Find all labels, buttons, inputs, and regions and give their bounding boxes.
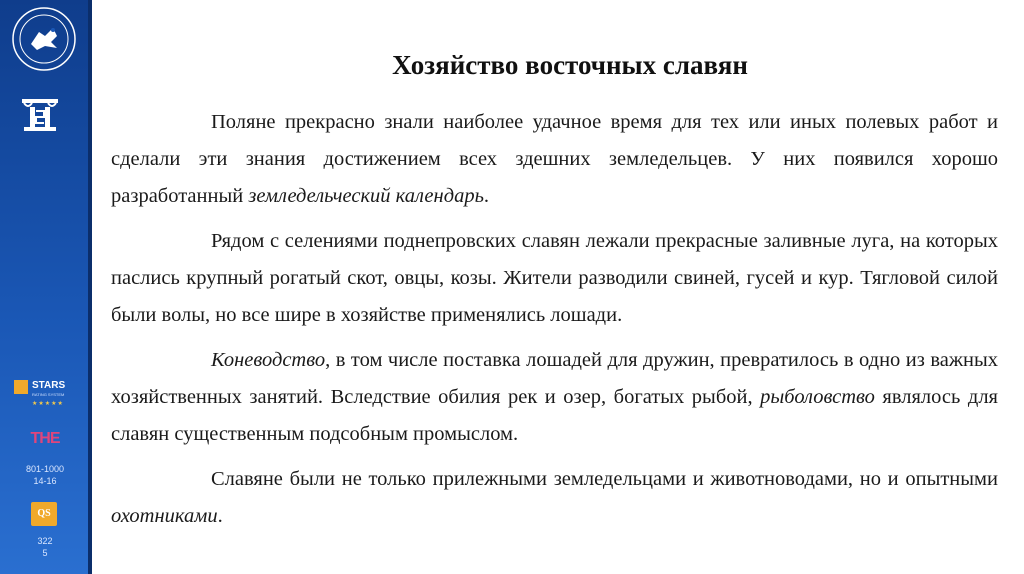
paragraph-3-italic-2: рыболовство	[760, 386, 875, 408]
slide-title: Хозяйство восточных славян	[392, 50, 748, 80]
paragraph-1	[111, 104, 998, 215]
paragraph-4-italic: охотниками	[111, 505, 218, 527]
stars-rating: ★★★★★	[32, 401, 64, 407]
paragraph-4-text: Славяне были не только прилежными земледельцами и животноводами, но и опытными	[211, 468, 998, 490]
sidebar-edge	[88, 0, 92, 574]
stars-sub-label: RATING SYSTEM	[32, 392, 65, 397]
paragraph-4	[111, 461, 998, 535]
paragraph-3-end: являлось для славян существенным подсобным промыслом.	[111, 386, 998, 445]
slide-content	[111, 104, 998, 535]
column-icon	[20, 95, 60, 135]
university-seal-icon	[11, 6, 77, 72]
paragraph-3	[111, 342, 998, 453]
paragraph-1-italic: земледельческий календарь	[248, 185, 484, 207]
stars-label: STARS	[32, 380, 66, 391]
qs-rank-line1: 322	[37, 536, 53, 546]
paragraph-3-italic: Коневодство	[211, 349, 326, 371]
paragraph-3-text: , в том числе поставка лошадей для дружин, превратилось в одно из важных хозяйственных занятий. Вследствие обилия рек и озер, богатых рыбой,	[111, 349, 998, 408]
paragraph-1-end: .	[483, 185, 490, 207]
the-rank-line1: 801-1000	[25, 464, 65, 474]
qs-stars-logo-icon	[14, 380, 28, 394]
the-rank-line2: 14-16	[33, 476, 57, 486]
paragraph-2	[111, 223, 998, 334]
the-ranking-logo: THE	[30, 430, 60, 447]
qs-rank-line2: 5	[42, 548, 48, 558]
paragraph-1-text: Поляне прекрасно знали наиболее удачное время для тех или иных полевых работ и сделали эти знания достижением всех здешних земледельцев. У них появился хорошо разработанный	[111, 111, 998, 207]
qs-stars-badge	[14, 380, 74, 410]
sidebar	[0, 0, 92, 574]
paragraph-2-text: Рядом с селениями поднепровских славян лежали прекрасные заливные луга, на которых паслись крупный рогатый скот, овцы, козы. Жители разводили свиней, гусей и кур. Тягловой силой были волы, но все шире в хозяйстве применялись лошади.	[111, 230, 998, 326]
qs-ranking-logo: QS	[31, 502, 57, 526]
paragraph-4-end: .	[217, 505, 223, 527]
